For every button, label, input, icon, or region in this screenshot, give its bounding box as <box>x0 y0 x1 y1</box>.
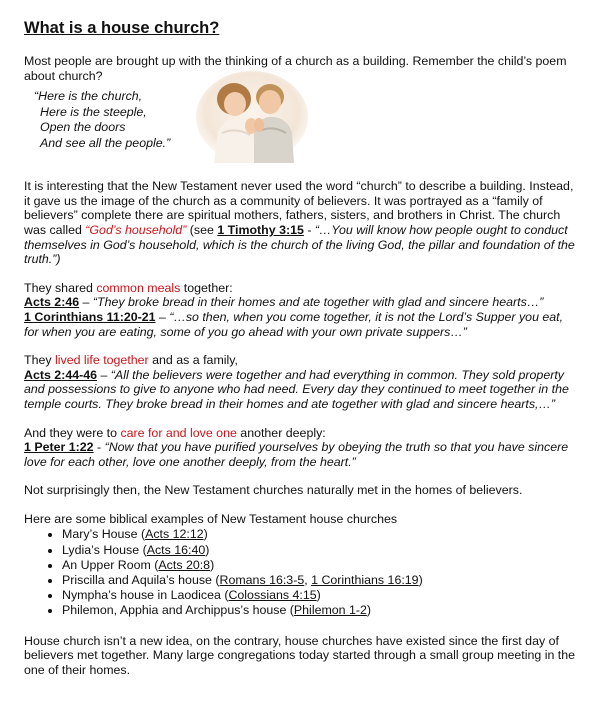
gods-household-highlight: “God’s household” <box>85 222 187 237</box>
love-one-another-paragraph: And they were to care for and love one another deeply: 1 Peter 1:22 - “Now that you have purified yourselves by obeying the truth so that you have sincere love for each other, love one another deeply, from the heart.” <box>24 425 569 469</box>
scripture-link[interactable]: Acts 16:40 <box>146 542 206 557</box>
list-item: • Mary’s House (Acts 12:12) <box>62 527 579 542</box>
list-item: • Priscilla and Aquila’s house (Romans 16:3-5, 1 Corinthians 16:19) <box>62 573 579 588</box>
list-item: • An Upper Room (Acts 20:8) <box>62 558 579 573</box>
children-praying-photo <box>196 71 308 163</box>
scripture-link-1-corinthians-11-20[interactable]: 1 Corinthians 11:20-21 <box>24 309 156 324</box>
house-church-list <box>24 527 579 618</box>
list-item: • Nympha’s house in Laodicea (Colossians 4:15) <box>62 588 579 603</box>
common-meals-paragraph: They shared common meals together: Acts 2:46 – “They broke bread in their homes and ate together with glad and sincere hearts…” 1 Corinthians 11:20-21 – “…so then, when you come together, it is not the Lord’s Supper you eat, for when you are eating, some of you go ahead with your own private suppers…” <box>24 280 564 339</box>
list-item: • Philemon, Apphia and Archippus’s house (Philemon 1-2) <box>62 603 579 618</box>
poem-line: Open the doors <box>40 120 126 135</box>
community-paragraph: It is interesting that the New Testament never used the word “church” to describe a building. Instead, it gave us the image of the church as a community of believers. It was portrayed as a “family of believers” complete there are spiritual mothers, fathers, sisters, and brothers in Christ. The church was called “God’s household” (see 1 Timothy 3:15 - “…You will know how people ought to conduct themselves in God’s household, which is the church of the living God, the pillar and foundation of the truth.”) <box>24 179 575 267</box>
poem-line: “Here is the church, <box>34 89 143 104</box>
love-highlight: care for and love one <box>120 425 237 440</box>
closing-paragraph: House church isn’t a new idea, on the contrary, house churches have existed since the first day of believers met together. Many large congregations today started through a small group meeting in the one of their homes. <box>24 633 576 677</box>
scripture-link[interactable]: Philemon 1-2 <box>293 603 367 618</box>
poem-section <box>24 89 579 177</box>
scripture-link-1-peter-1-22[interactable]: 1 Peter 1:22 <box>24 440 94 455</box>
homes-paragraph: Not surprisingly then, the New Testament churches naturally met in the homes of believers. <box>24 483 523 498</box>
child-poem <box>34 89 170 151</box>
poem-line: And see all the people.” <box>40 135 171 150</box>
common-meals-highlight: common meals <box>96 280 181 295</box>
scripture-link-acts-2-44[interactable]: Acts 2:44-46 <box>24 367 98 382</box>
scripture-link[interactable]: Acts 12:12 <box>145 527 204 542</box>
list-item: • Lydia’s House (Acts 16:40) <box>62 543 579 558</box>
life-together-highlight: lived life together <box>55 353 149 368</box>
document-page <box>24 18 579 677</box>
scripture-link-acts-2-46[interactable]: Acts 2:46 <box>24 295 80 310</box>
examples-intro: Here are some biblical examples of New Testament house churches <box>24 511 398 526</box>
intro-paragraph: Most people are brought up with the thinking of a church as a building. Remember the child’s poem about church? <box>24 54 567 83</box>
life-together-paragraph: They lived life together and as a family, Acts 2:44-46 – “All the believers were together and had everything in common. They sold property and possessions to give to anyone who had need. Every day they continued to meet together in the temple courts. They broke bread in their homes and ate together with glad and sincere hearts,…” <box>24 353 569 411</box>
scripture-link[interactable]: Colossians 4:15 <box>228 588 317 603</box>
scripture-link-1-timothy-3-15[interactable]: 1 Timothy 3:15 <box>217 222 304 237</box>
scripture-link[interactable]: Romans 16:3-5 <box>219 573 305 588</box>
poem-line: Here is the steeple, <box>40 104 147 119</box>
scripture-link[interactable]: 1 Corinthians 16:19 <box>311 573 419 588</box>
scripture-link[interactable]: Acts 20:8 <box>158 557 211 572</box>
page-title: What is a house church? <box>24 19 220 37</box>
